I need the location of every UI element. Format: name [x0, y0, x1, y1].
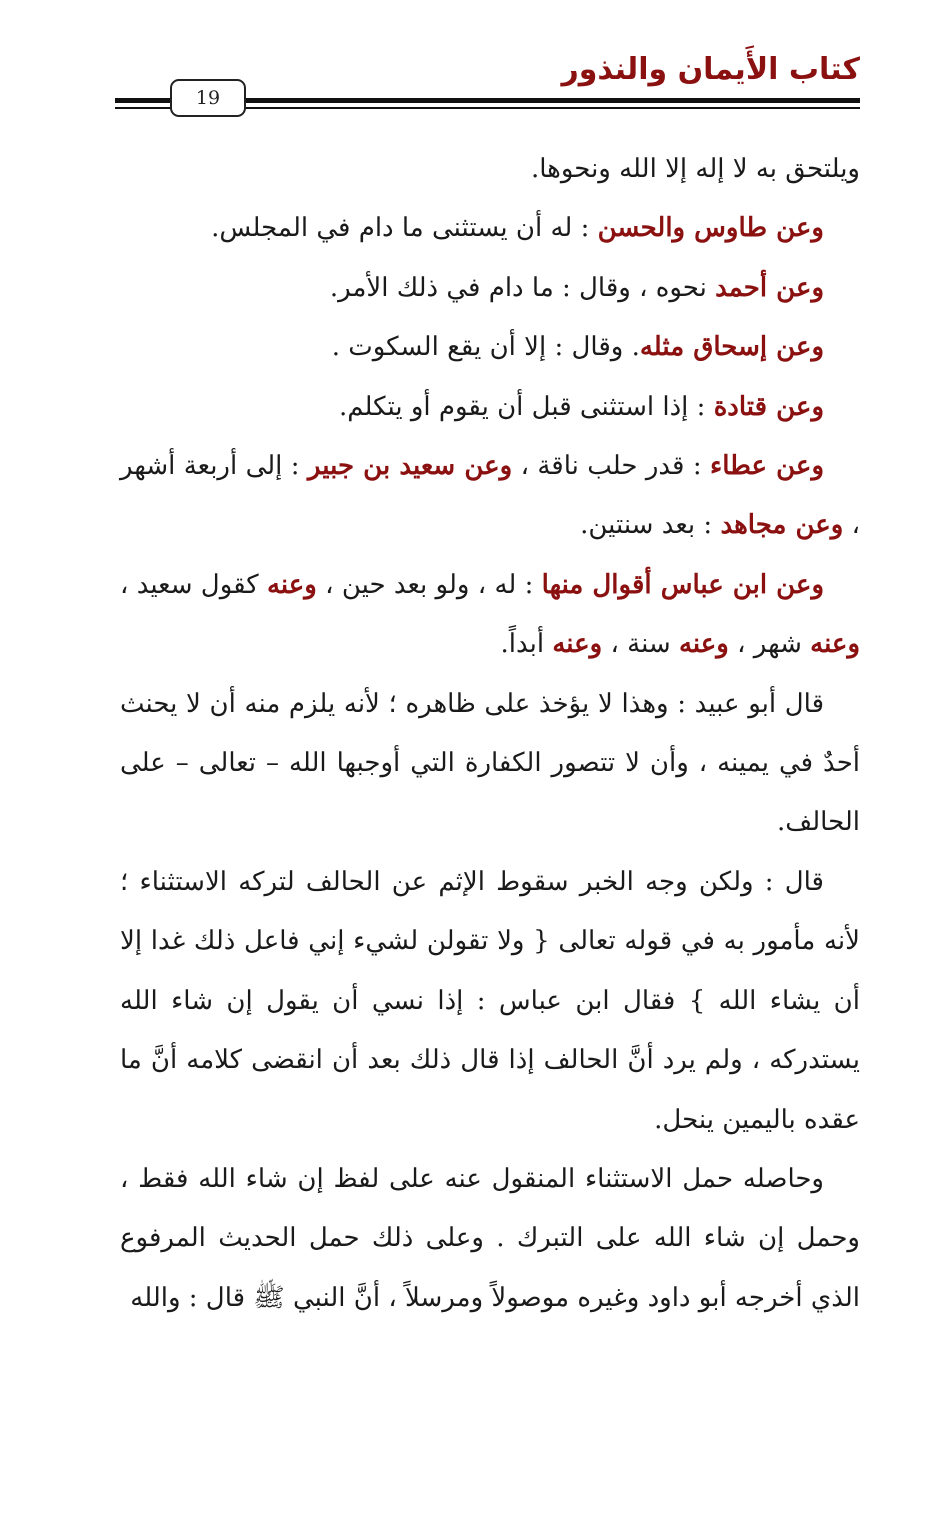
highlighted-attribution: وعن سعيد بن جبير — [307, 451, 513, 482]
book-title: كتاب الأَيمان والنذور — [561, 52, 860, 87]
highlighted-attribution: وعن قتادة — [713, 391, 824, 422]
highlighted-attribution: وعن ابن عباس أقوال منها — [541, 569, 825, 600]
paragraph — [120, 140, 860, 199]
page-number: 19 — [170, 79, 246, 117]
paragraph — [120, 437, 860, 556]
highlighted-attribution: وعن إسحاق مثله — [639, 332, 824, 363]
text-run: أبداً. — [500, 629, 553, 660]
text-run: . وقال : إلا أن يقع السكوت . — [331, 332, 640, 363]
highlighted-attribution: وعنه — [266, 569, 317, 600]
text-run: شهر ، — [728, 629, 811, 660]
highlighted-attribution: وعن أحمد — [715, 272, 824, 303]
paragraph — [120, 556, 860, 675]
highlighted-attribution: وعن عطاء — [709, 451, 824, 482]
text-run: ويلتحق به لا إله إلا الله ونحوها. — [530, 154, 860, 184]
highlighted-attribution: وعنه — [678, 629, 729, 660]
text-run: قال أبو عبيد : وهذا لا يؤخذ على ظاهره ؛ لأنه يلزم منه أن لا يحنث أحدٌ في يمينه ، وأن لا تتصور الكفارة التي أوجبها الله – تعالى – على الحالف. — [120, 688, 860, 838]
text-run: : إذا استثنى قبل أن يقوم أو يتكلم. — [338, 391, 714, 422]
paragraph — [120, 1150, 860, 1328]
paragraph — [120, 199, 860, 258]
highlighted-attribution: وعن مجاهد — [720, 510, 844, 541]
highlighted-attribution: وعن طاوس والحسن — [597, 213, 824, 244]
paragraph — [120, 675, 860, 853]
paragraph — [120, 318, 860, 377]
text-run: قال : ولكن وجه الخبر سقوط الإثم عن الحالف لتركه الاستثناء ؛ لأنه مأمور به في قوله تعالى { ولا تقولن لشيء إني فاعل ذلك غدا إلا أن يشاء الله } فقال ابن عباس : إذا نسي أن يقول إن شاء الله يستدركه ، ولم يرد أنَّ الحالف إذا قال ذلك بعد أن انقضى كلامه أنَّ ما عقده باليمين ينحل. — [120, 866, 861, 1135]
highlighted-attribution: وعنه — [810, 629, 860, 660]
text-run: : له ، ولو بعد حين ، — [316, 569, 542, 600]
text-run: سنة ، — [602, 629, 679, 660]
highlighted-attribution: وعنه — [552, 629, 603, 660]
text-run: : إلى أربعة أشهر ، — [120, 451, 860, 541]
text-run: وحاصله حمل الاستثناء المنقول عنه على لفظ إن شاء الله فقط ، وحمل إن شاء الله على التبرك . وعلى ذلك حمل الحديث المرفوع الذي أخرجه أبو داود وغيره موصولاً ومرسلاً ، أنَّ النبي ﷺ قال : والله — [120, 1163, 860, 1313]
paragraph — [120, 853, 860, 1150]
text-run: نحوه ، وقال : ما دام في ذلك الأمر. — [329, 272, 716, 303]
text-run: : بعد سنتين. — [580, 510, 721, 541]
paragraph — [120, 259, 860, 318]
page-body — [120, 140, 860, 1328]
text-run: : له أن يستثنى ما دام في المجلس. — [211, 213, 598, 244]
paragraph — [120, 378, 860, 437]
text-run: : قدر حلب ناقة ، — [512, 451, 710, 482]
text-run: كقول سعيد ، — [120, 569, 267, 600]
